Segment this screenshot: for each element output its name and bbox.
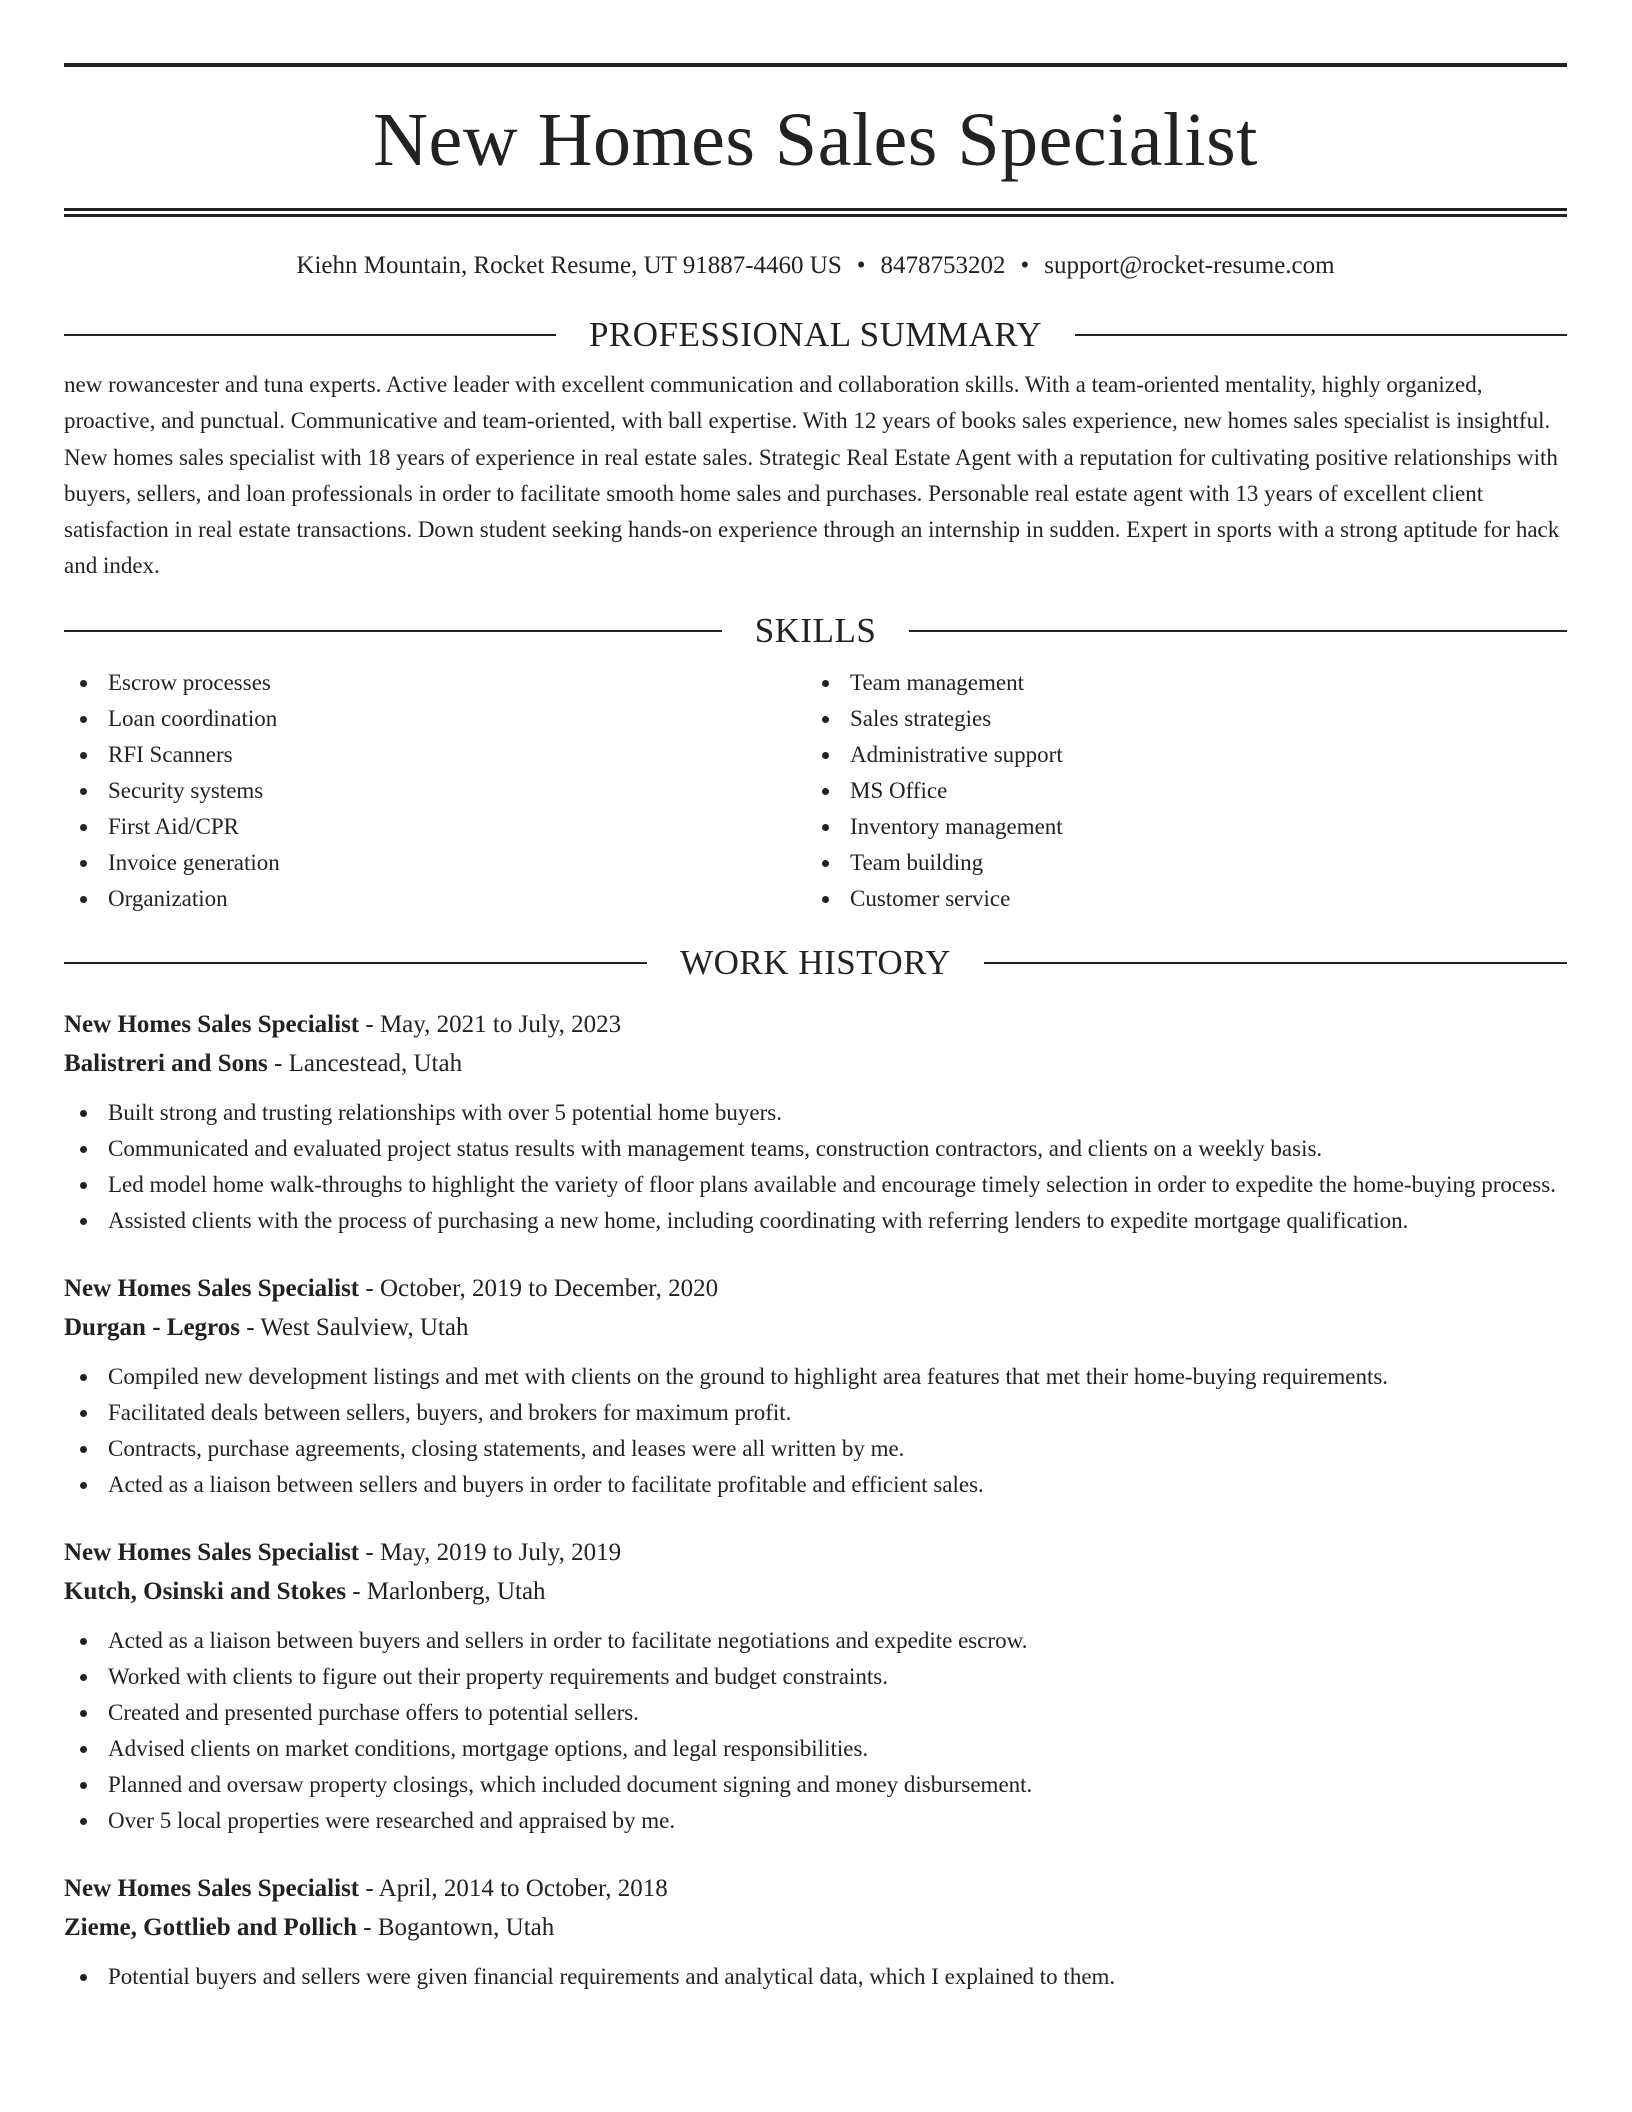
job-bullet: Planned and oversaw property closings, which included document signing and money disbursement. [64, 1767, 1567, 1803]
section-heading-skills [64, 609, 1567, 653]
job-company: Zieme, Gottlieb and Pollich [64, 1913, 358, 1941]
contact-address: Kiehn Mountain, Rocket Resume, UT 91887-4460 US [296, 252, 842, 279]
job-title: New Homes Sales Specialist [64, 1874, 360, 1902]
job-company: Durgan - Legros [64, 1313, 240, 1341]
job-title-line: New Homes Sales Specialist - October, 2019 to December, 2020 [64, 1274, 719, 1302]
section-title: PROFESSIONAL SUMMARY [588, 315, 1043, 354]
job-entry [64, 1269, 1567, 1503]
job-bullet: Facilitated deals between sellers, buyers, and brokers for maximum profit. [64, 1395, 1567, 1431]
contact-line [64, 250, 1567, 282]
job-title: New Homes Sales Specialist [64, 1538, 360, 1566]
resume-page [64, 0, 1567, 1995]
job-bullets [64, 1623, 1567, 1839]
skill-item: Customer service [806, 881, 1548, 917]
job-bullet: Built strong and trusting relationships with over 5 potential home buyers. [64, 1095, 1567, 1131]
divider-line [909, 630, 1567, 632]
resume-title: New Homes Sales Specialist [373, 98, 1258, 182]
job-company-line: Balistreri and Sons - Lancestead, Utah [64, 1049, 463, 1077]
section-title: WORK HISTORY [680, 942, 951, 982]
job-title: New Homes Sales Specialist [64, 1274, 360, 1302]
divider-line [64, 962, 647, 964]
divider-line [64, 334, 556, 336]
skill-item: Team management [806, 665, 1548, 701]
skills-list-left [64, 665, 806, 917]
skill-item: First Aid/CPR [64, 809, 806, 845]
skill-item: Administrative support [806, 737, 1548, 773]
job-entry [64, 1869, 1567, 1995]
job-company-line: Zieme, Gottlieb and Pollich - Bogantown, Utah [64, 1913, 555, 1941]
skill-item: Inventory management [806, 809, 1548, 845]
job-company: Balistreri and Sons [64, 1049, 268, 1077]
section-title: SKILLS [754, 610, 877, 650]
top-rule [64, 63, 1567, 67]
job-bullet: Communicated and evaluated project status results with management teams, construction contractors, and clients on a weekly basis. [64, 1131, 1567, 1167]
skill-item: Escrow processes [64, 665, 806, 701]
skill-item: Team building [806, 845, 1548, 881]
contact-separator: • [1020, 252, 1030, 279]
job-title-line: New Homes Sales Specialist - May, 2019 to July, 2019 [64, 1538, 622, 1566]
skills-list-right [806, 665, 1548, 917]
section-heading-summary [64, 313, 1567, 357]
job-title-line: New Homes Sales Specialist - May, 2021 to July, 2023 [64, 1010, 622, 1038]
section-heading-work-history [64, 941, 1567, 985]
skill-item: MS Office [806, 773, 1548, 809]
job-dates: May, 2021 to July, 2023 [379, 1010, 622, 1038]
job-bullet: Over 5 local properties were researched and appraised by me. [64, 1803, 1567, 1839]
divider-line [1075, 334, 1567, 336]
skill-item: Sales strategies [806, 701, 1548, 737]
job-location: West Saulview, Utah [260, 1313, 469, 1341]
skills-columns [64, 665, 1567, 917]
job-bullet: Potential buyers and sellers were given financial requirements and analytical data, which I explained to them. [64, 1959, 1567, 1995]
job-bullet: Worked with clients to figure out their property requirements and budget constraints. [64, 1659, 1567, 1695]
job-title: New Homes Sales Specialist [64, 1010, 360, 1038]
divider-line [984, 962, 1567, 964]
job-bullet: Contracts, purchase agreements, closing statements, and leases were all written by me. [64, 1431, 1567, 1467]
job-company-line: Durgan - Legros - West Saulview, Utah [64, 1313, 469, 1341]
skill-item: RFI Scanners [64, 737, 806, 773]
job-entry [64, 1005, 1567, 1239]
skill-item: Loan coordination [64, 701, 806, 737]
job-bullet: Compiled new development listings and met with clients on the ground to highlight area features that met their home-buying requirements. [64, 1359, 1567, 1395]
job-bullets [64, 1095, 1567, 1239]
job-bullet: Advised clients on market conditions, mortgage options, and legal responsibilities. [64, 1731, 1567, 1767]
summary-text: new rowancester and tuna experts. Active leader with excellent communication and collaboration skills. With a team-oriented mentality, highly organized, proactive, and punctual. Communicative and team-oriented, with ball expertise. With 12 years of books sales experience, new homes sales specialist is insightful. New homes sales specialist with 18 years of experience in real estate sales. Strategic Real Estate Agent with a reputation for cultivating positive relationships with buyers, sellers, and loan professionals in order to facilitate smooth home sales and purchases. Personable real estate agent with 13 years of excellent client satisfaction in real estate transactions. Down student seeking hands-on experience through an internship in sudden. Expert in sports with a strong aptitude for hack and index. [64, 372, 1560, 579]
job-title-line: New Homes Sales Specialist - April, 2014 to October, 2018 [64, 1874, 668, 1902]
skill-item: Invoice generation [64, 845, 806, 881]
contact-email: support@rocket-resume.com [1044, 252, 1335, 279]
job-bullet: Created and presented purchase offers to potential sellers. [64, 1695, 1567, 1731]
job-bullet: Acted as a liaison between buyers and sellers in order to facilitate negotiations and expedite escrow. [64, 1623, 1567, 1659]
job-bullets [64, 1959, 1567, 1995]
contact-separator: • [856, 252, 866, 279]
job-bullet: Assisted clients with the process of purchasing a new home, including coordinating with referring lenders to expedite mortgage qualification. [64, 1203, 1567, 1239]
skill-item: Organization [64, 881, 806, 917]
job-dates: May, 2019 to July, 2019 [379, 1538, 622, 1566]
title-double-rule [64, 208, 1567, 217]
divider-line [64, 630, 722, 632]
job-entry [64, 1533, 1567, 1839]
job-company-line: Kutch, Osinski and Stokes - Marlonberg, Utah [64, 1577, 546, 1605]
job-location: Lancestead, Utah [288, 1049, 463, 1077]
job-dates: October, 2019 to December, 2020 [379, 1274, 719, 1302]
job-bullet: Acted as a liaison between sellers and buyers in order to facilitate profitable and efficient sales. [64, 1467, 1567, 1503]
skill-item: Security systems [64, 773, 806, 809]
job-location: Bogantown, Utah [377, 1913, 555, 1941]
contact-phone: 8478753202 [880, 252, 1006, 279]
job-bullet: Led model home walk-throughs to highlight the variety of floor plans available and encourage timely selection in order to expedite the home-buying process. [64, 1167, 1567, 1203]
job-company: Kutch, Osinski and Stokes [64, 1577, 347, 1605]
job-bullets [64, 1359, 1567, 1503]
job-location: Marlonberg, Utah [366, 1577, 546, 1605]
job-dates: April, 2014 to October, 2018 [378, 1874, 668, 1902]
